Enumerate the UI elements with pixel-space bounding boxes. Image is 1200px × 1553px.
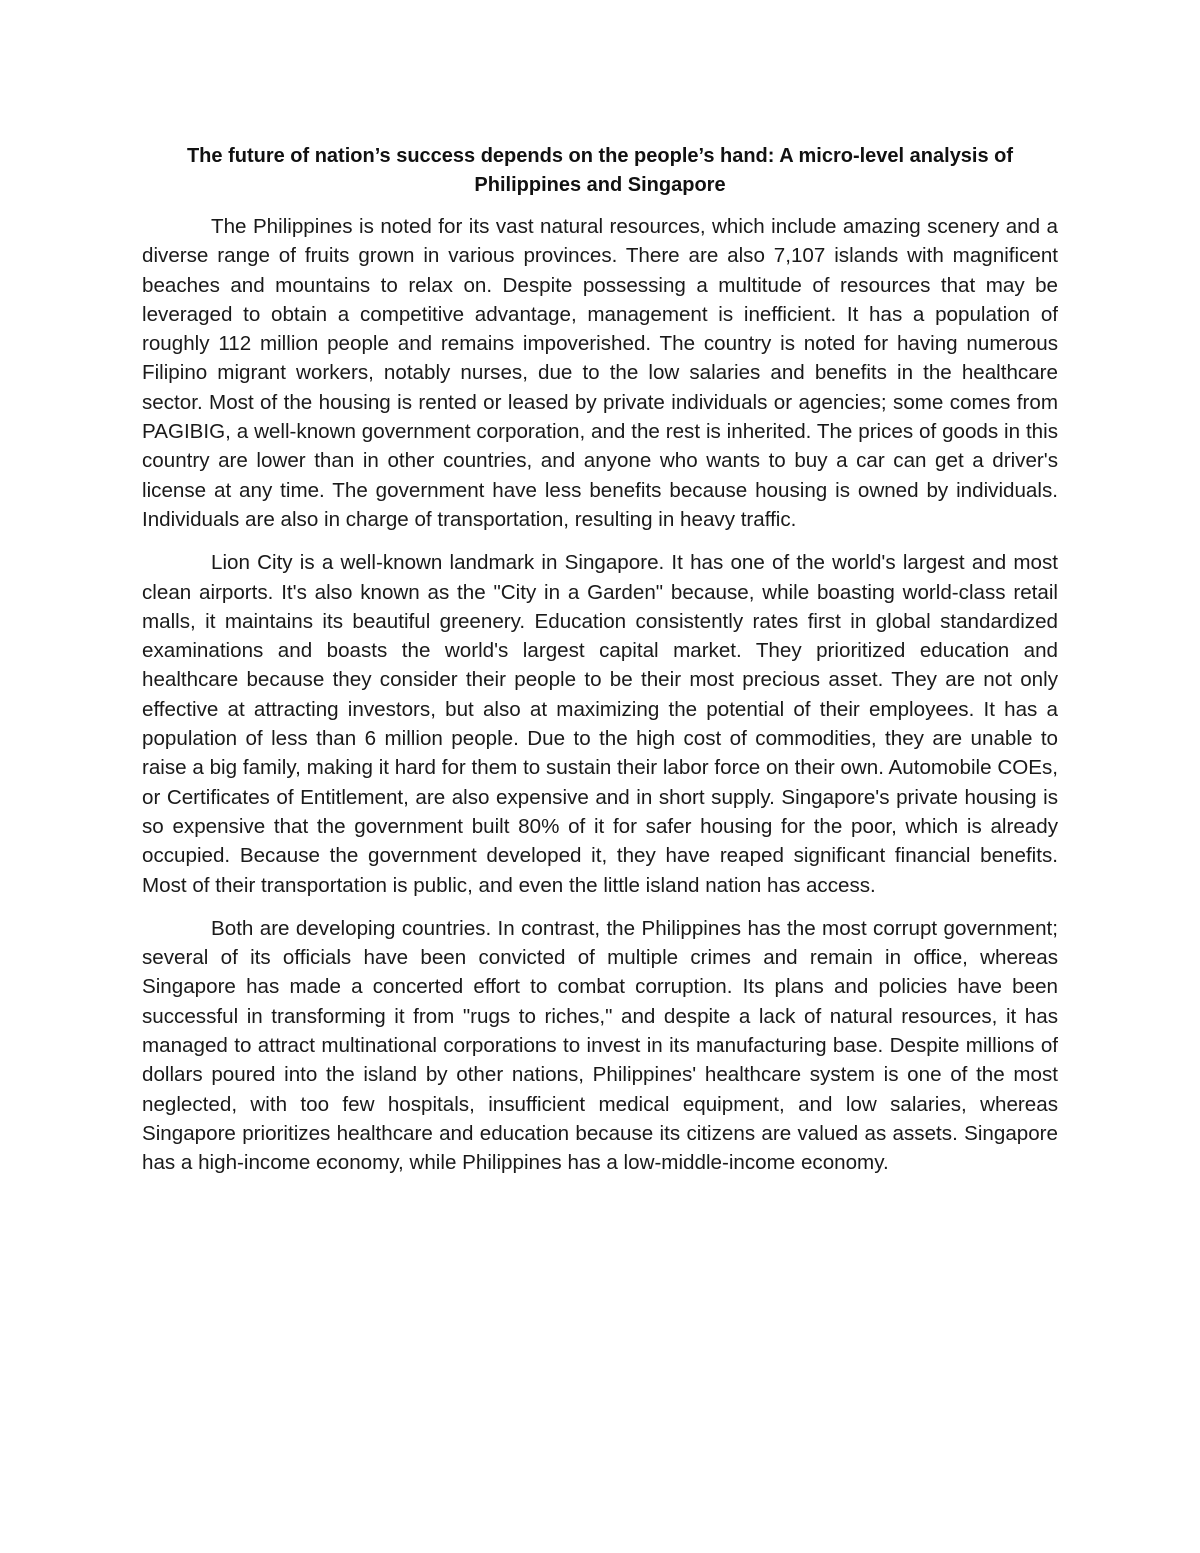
paragraph-comparison: Both are developing countries. In contrast, the Philippines has the most corrupt government; several of its officials have been convicted of multiple crimes and remain in office, whereas Singapore has made a concerted effort to combat corruption. Its plans and policies have been successful in transforming it from "rugs to riches," and despite a lack of natural resources, it has managed to attract multinational corporations to invest in its manufacturing base. Despite millions of dollars poured into the island by other nations, Philippines' healthcare system is one of the most neglected, with too few hospitals, insufficient medical equipment, and low salaries, whereas Singapore prioritizes healthcare and education because its citizens are valued as assets. Singapore has a high-income economy, while Philippines has a low-middle-income economy.: [142, 916, 1058, 1175]
paragraph-singapore: Lion City is a well-known landmark in Singapore. It has one of the world's largest and most clean airports. It's also known as the "City in a Garden" because, while boasting world-class retail malls, it maintains its beautiful greenery. Education consistently rates first in global standardized examinations and boasts the world's largest capital market. They prioritized education and healthcare because they consider their people to be their most precious asset. They are not only effective at attracting investors, but also at maximizing the potential of their employees. It has a population of less than 6 million people. Due to the high cost of commodities, they are unable to raise a big family, making it hard for them to sustain their labor force on their own. Automobile COEs, or Certificates of Entitlement, are also expensive and in short supply. Singapore's private housing is so expensive that the government built 80% of it for safer housing for the poor, which is already occupied. Because the government developed it, they have reaped significant financial benefits. Most of their transportation is public, and even the little island nation has access.: [142, 551, 1058, 897]
document-body: [142, 142, 1058, 1178]
document-title: The future of nation’s success depends on the people’s hand: A micro-level analysis of Philippines and Singapore: [186, 145, 1014, 196]
paragraph-philippines: The Philippines is noted for its vast natural resources, which include amazing scenery and a diverse range of fruits grown in various provinces. There are also 7,107 islands with magnificent beaches and mountains to relax on. Despite possessing a multitude of resources that may be leveraged to obtain a competitive advantage, management is inefficient. It has a population of roughly 112 million people and remains impoverished. The country is noted for having numerous Filipino migrant workers, notably nurses, due to the low salaries and benefits in the healthcare sector. Most of the housing is rented or leased by private individuals or agencies; some comes from PAGIBIG, a well-known government corporation, and the rest is inherited. The prices of goods in this country are lower than in other countries, and anyone who wants to buy a car can get a driver's license at any time. The government have less benefits because housing is owned by individuals. Individuals are also in charge of transportation, resulting in heavy traffic.: [142, 215, 1058, 531]
